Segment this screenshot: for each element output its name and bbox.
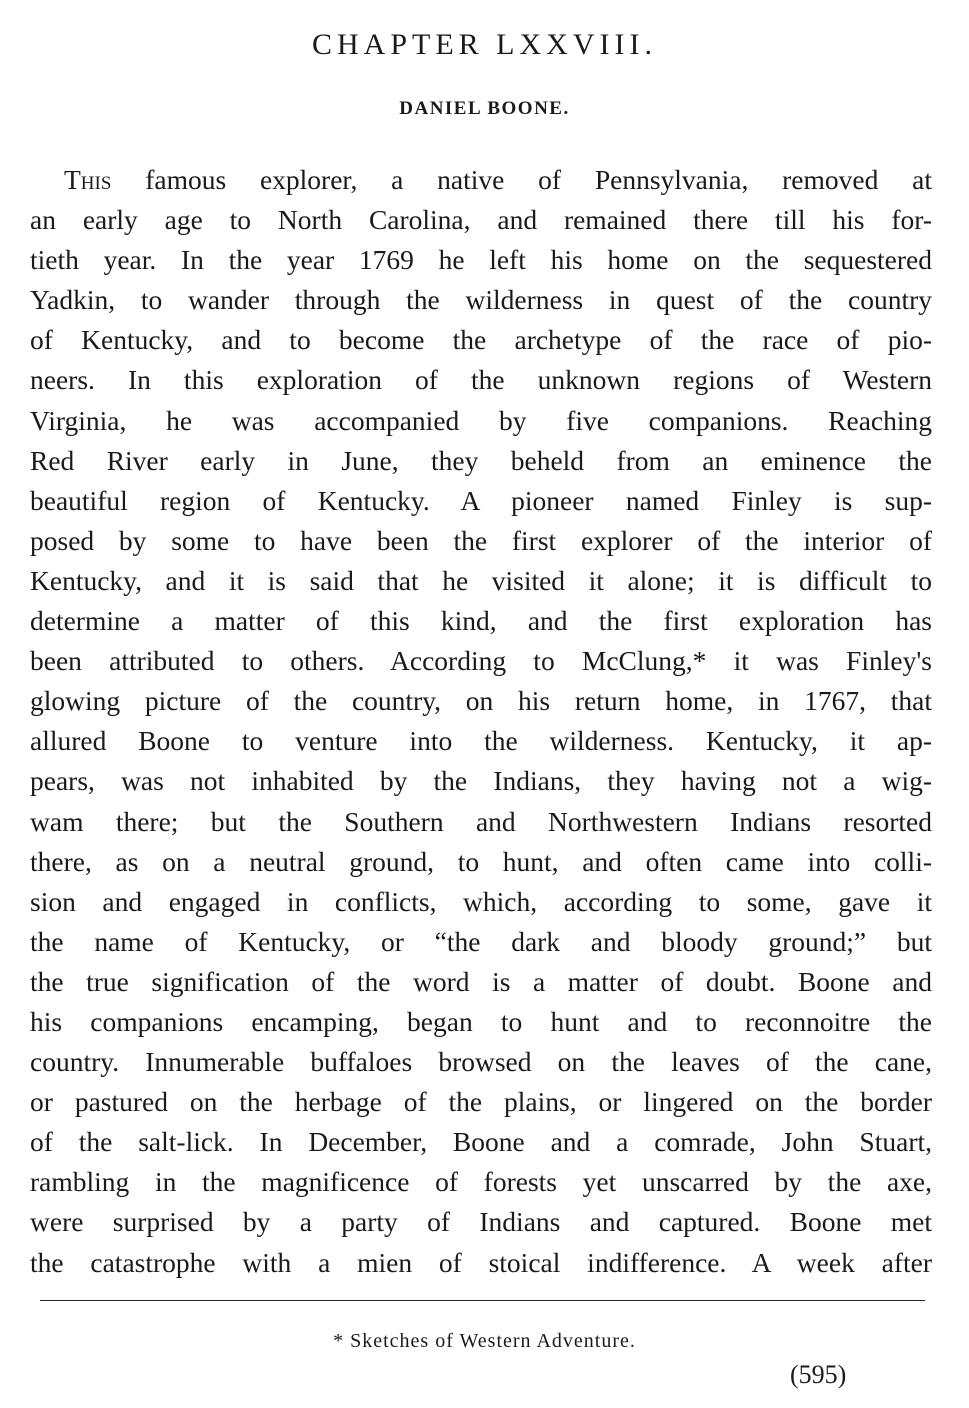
body-line: glowing picture of the country, on his return home, in 1767, that bbox=[30, 685, 932, 717]
body-line: of Kentucky, and to become the archetype of the race of pio- bbox=[30, 324, 932, 356]
body-line: pears, was not inhabited by the Indians, they having not a wig- bbox=[30, 765, 932, 797]
body-line: beautiful region of Kentucky. A pioneer named Finley is sup- bbox=[30, 484, 932, 516]
body-line: been attributed to others. According to McClung,* it was Finley's bbox=[30, 645, 932, 677]
body-line: Kentucky, and it is said that he visited it alone; it is difficult to bbox=[30, 564, 932, 596]
body-line: wam there; but the Southern and Northwestern Indians resorted bbox=[30, 805, 932, 837]
body-line: Yadkin, to wander through the wilderness in quest of the country bbox=[30, 284, 932, 316]
drop-smallcaps: This bbox=[64, 164, 112, 195]
body-line: determine a matter of this kind, and the first exploration has bbox=[30, 605, 932, 637]
footnote-rule bbox=[40, 1300, 925, 1301]
body-line: tieth year. In the year 1769 he left his home on the sequestered bbox=[30, 244, 932, 276]
body-line: country. Innumerable buffaloes browsed on the leaves of the cane, bbox=[30, 1046, 932, 1078]
body-line: the catastrophe with a mien of stoical indifference. A week after bbox=[30, 1246, 932, 1278]
body-line: of the salt-lick. In December, Boone and a comrade, John Stuart, bbox=[30, 1126, 932, 1158]
body-text bbox=[30, 160, 932, 1283]
body-line: rambling in the magnificence of forests yet unscarred by the axe, bbox=[30, 1166, 932, 1198]
body-line: allured Boone to venture into the wilderness. Kentucky, it ap- bbox=[30, 725, 932, 757]
body-line: his companions encamping, began to hunt and to reconnoitre the bbox=[30, 1005, 932, 1037]
section-title: DANIEL BOONE. bbox=[399, 98, 570, 119]
body-line: were surprised by a party of Indians and captured. Boone met bbox=[30, 1206, 932, 1238]
body-line: the name of Kentucky, or “the dark and bloody ground;” but bbox=[30, 925, 932, 957]
body-line: This famous explorer, a native of Pennsylvania, removed at bbox=[64, 164, 932, 195]
body-line: Red River early in June, they beheld from an eminence the bbox=[30, 444, 932, 476]
chapter-title: CHAPTER LXXVIII. bbox=[312, 28, 657, 61]
body-line: an early age to North Carolina, and remained there till his for- bbox=[30, 204, 932, 236]
page-number: (595) bbox=[790, 1360, 847, 1389]
body-line: there, as on a neutral ground, to hunt, and often came into colli- bbox=[30, 845, 932, 877]
body-line: Virginia, he was accompanied by five companions. Reaching bbox=[30, 404, 932, 436]
body-line: sion and engaged in conflicts, which, according to some, gave it bbox=[30, 885, 932, 917]
body-line: posed by some to have been the first explorer of the interior of bbox=[30, 524, 932, 556]
body-line: or pastured on the herbage of the plains, or lingered on the border bbox=[30, 1086, 932, 1118]
body-line: the true signification of the word is a matter of doubt. Boone and bbox=[30, 965, 932, 997]
body-line: neers. In this exploration of the unknown regions of Western bbox=[30, 364, 932, 396]
footnote: * Sketches of Western Adventure. bbox=[333, 1330, 636, 1352]
